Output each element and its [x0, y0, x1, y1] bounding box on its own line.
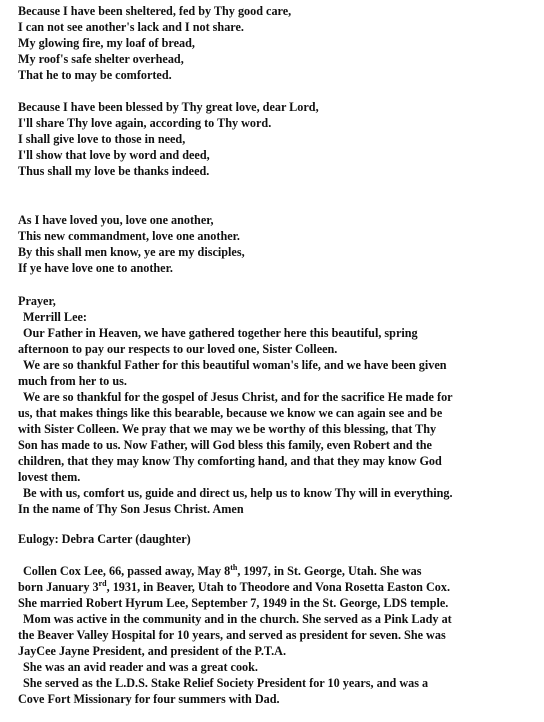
prayer-line: afternoon to pay our respects to our loved one, Sister Colleen.	[18, 342, 338, 356]
prayer-heading: Prayer,	[18, 294, 56, 308]
eulogy-line: Cove Fort Missionary for four summers with Dad.	[18, 692, 280, 706]
poem-line: Because I have been sheltered, fed by Thy good care,	[18, 4, 292, 18]
eulogy-line: JayCee Jayne President, and president of the P.T.A.	[18, 644, 287, 658]
prayer-line: Be with us, comfort us, guide and direct us, help us to know Thy will in everything.	[23, 486, 453, 500]
ordinal-suffix: rd	[98, 578, 107, 588]
poem-line: That he to may be comforted.	[18, 68, 172, 82]
poem-line: As I have loved you, love one another,	[18, 213, 214, 227]
poem-line: My roof's safe shelter overhead,	[18, 52, 184, 66]
poem-line: This new commandment, love one another.	[18, 229, 240, 243]
eulogy-line: She was an avid reader and was a great cook.	[23, 660, 258, 674]
poem-line: I shall give love to those in need,	[18, 132, 186, 146]
eulogy-line: She served as the L.D.S. Stake Relief Society President for 10 years, and was a	[23, 676, 429, 690]
prayer-speaker: Merrill Lee:	[23, 310, 87, 324]
prayer-line: Our Father in Heaven, we have gathered together here this beautiful, spring	[23, 326, 418, 340]
eulogy-line: She married Robert Hyrum Lee, September 7, 1949 in the St. George, LDS temple.	[18, 596, 449, 610]
eulogy-text: , 1997, in St. George, Utah. She was	[237, 564, 422, 578]
eulogy-body	[18, 563, 536, 707]
ordinal-suffix: th	[230, 562, 238, 572]
prayer-line: with Sister Colleen. We pray that we may we be worthy of this blessing, that Thy	[18, 422, 437, 436]
prayer-line: us, that makes things like this bearable, because we know we can again see and be	[18, 406, 443, 420]
prayer-line: much from her to us.	[18, 374, 127, 388]
prayer-line: We are so thankful for the gospel of Jesus Christ, and for the sacrifice He made for	[23, 390, 453, 404]
eulogy-line: Mom was active in the community and in the church. She served as a Pink Lady at	[23, 612, 452, 626]
poem-line: Because I have been blessed by Thy great love, dear Lord,	[18, 100, 319, 114]
prayer-line: lovest them.	[18, 470, 81, 484]
poem-line: My glowing fire, my loaf of bread,	[18, 36, 195, 50]
eulogy-line: the Beaver Valley Hospital for 10 years, and served as president for seven. She was	[18, 628, 446, 642]
prayer-line: children, that they may know Thy comforting hand, and that they may know God	[18, 454, 442, 468]
eulogy-heading: Eulogy: Debra Carter (daughter)	[18, 532, 191, 546]
poem-stanza-3	[18, 212, 536, 276]
prayer-line: Son has made to us. Now Father, will God bless this family, even Robert and the	[18, 438, 432, 452]
poem-line: I'll show that love by word and deed,	[18, 148, 210, 162]
eulogy-line	[18, 579, 536, 595]
poem-line: I'll share Thy love again, according to Thy word.	[18, 116, 272, 130]
poem-line: I can not see another's lack and I not share.	[18, 20, 244, 34]
poem-line: Thus shall my love be thanks indeed.	[18, 164, 210, 178]
eulogy-heading-block	[18, 531, 536, 547]
poem-line: If ye have love one to another.	[18, 261, 173, 275]
prayer-line: We are so thankful Father for this beautiful woman's life, and we have been given	[23, 358, 447, 372]
eulogy-text: born January 3	[18, 580, 99, 594]
prayer-line: In the name of Thy Son Jesus Christ. Amen	[18, 502, 244, 516]
eulogy-line	[18, 563, 536, 579]
prayer-section	[18, 293, 536, 517]
eulogy-text: Collen Cox Lee, 66, passed away, May 8	[23, 564, 231, 578]
poem-stanza-2	[18, 99, 536, 179]
poem-stanza-1	[18, 3, 536, 83]
eulogy-text: , 1931, in Beaver, Utah to Theodore and Vona Rosetta Easton Cox.	[106, 580, 451, 594]
poem-line: By this shall men know, ye are my disciples,	[18, 245, 245, 259]
